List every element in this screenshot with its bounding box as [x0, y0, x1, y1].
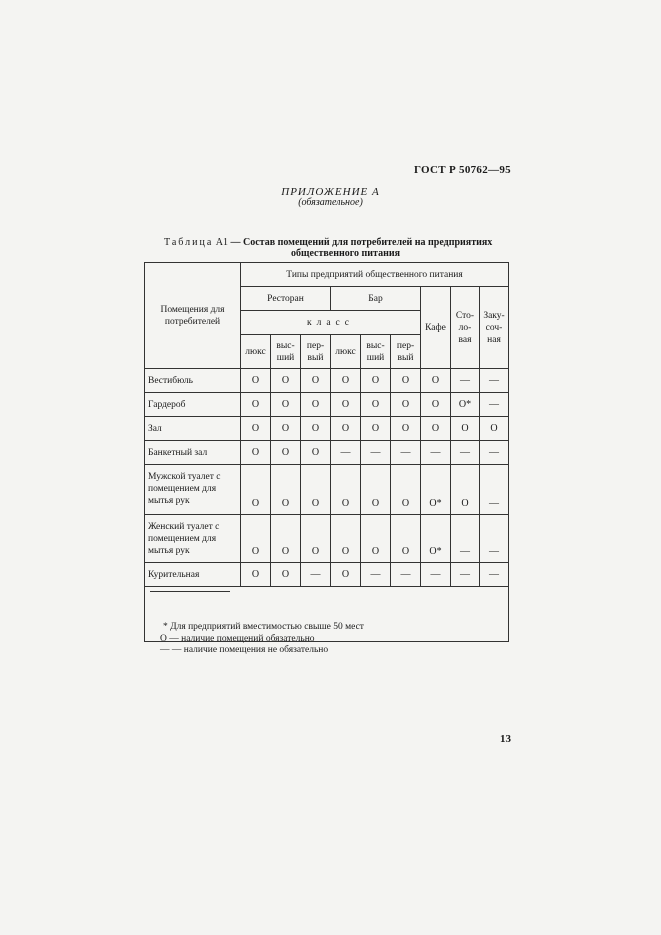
col-snack: Заку-соч-ная — [480, 287, 509, 369]
cell-value: О — [271, 369, 301, 393]
class-restaurant-lux: люкс — [241, 335, 271, 369]
cell-value: — — [451, 441, 480, 465]
table-row — [145, 393, 509, 417]
cell-value: О — [301, 515, 331, 563]
cell-value: О — [451, 465, 480, 515]
appendix-title: ПРИЛОЖЕНИЕ А — [281, 186, 380, 198]
cell-value: О — [271, 563, 301, 587]
cell-value: — — [451, 563, 480, 587]
cell-value: О — [480, 417, 509, 441]
legend-optional: — — наличие помещения не обязательно — [160, 645, 329, 655]
cell-value: О — [391, 515, 421, 563]
cell-value: О — [391, 369, 421, 393]
footnote-divider — [150, 591, 230, 592]
cell-value: О — [241, 515, 271, 563]
room-name: Вестибюль — [145, 369, 241, 393]
col-canteen: Сто-ло-вая — [451, 287, 480, 369]
group-bar: Бар — [331, 287, 421, 311]
table-caption — [164, 237, 492, 248]
cell-value: — — [361, 441, 391, 465]
cell-value: — — [480, 369, 509, 393]
cell-value: О — [241, 441, 271, 465]
appendix-subtitle: (обязательное) — [298, 197, 363, 208]
cell-value: О — [421, 393, 451, 417]
cell-value: О — [331, 369, 361, 393]
rooms-table — [144, 262, 509, 642]
cell-value: — — [421, 563, 451, 587]
cell-value: О — [271, 417, 301, 441]
table-row — [145, 465, 509, 515]
cell-value: — — [480, 515, 509, 563]
cell-value: — — [451, 369, 480, 393]
cell-value: О — [421, 369, 451, 393]
cell-value: — — [451, 515, 480, 563]
cell-value: О — [241, 393, 271, 417]
cell-value: О — [331, 465, 361, 515]
table-row — [145, 441, 509, 465]
room-header: Помещения для потребителей — [145, 263, 241, 369]
caption-prefix: Таблица — [164, 237, 214, 248]
legend-mandatory: О — наличие помещений обязательно — [160, 634, 315, 644]
cell-value: О — [271, 441, 301, 465]
room-name: Гардероб — [145, 393, 241, 417]
cell-value: О — [361, 417, 391, 441]
cell-value: О — [391, 393, 421, 417]
cell-value: О — [451, 417, 480, 441]
col-cafe: Кафе — [421, 287, 451, 369]
cell-value: О — [391, 465, 421, 515]
group-restaurant: Ресторан — [241, 287, 331, 311]
cell-value: О — [331, 393, 361, 417]
cell-value: О* — [421, 515, 451, 563]
cell-value: О — [361, 369, 391, 393]
cell-value: — — [391, 563, 421, 587]
cell-value: — — [361, 563, 391, 587]
cell-value: — — [391, 441, 421, 465]
cell-value: О — [301, 441, 331, 465]
page-number: 13 — [500, 733, 511, 745]
cell-value: О — [301, 393, 331, 417]
cell-value: О* — [421, 465, 451, 515]
cell-value: — — [480, 393, 509, 417]
table-row — [145, 417, 509, 441]
caption-line1: Состав помещений для потребителей на предприятиях — [243, 237, 493, 248]
table-row — [145, 563, 509, 587]
cell-value: О — [331, 417, 361, 441]
cell-value: О — [331, 563, 361, 587]
caption-dash: — — [230, 237, 241, 248]
class-bar-high: выс-ший — [361, 335, 391, 369]
class-label: класс — [241, 311, 421, 335]
room-name: Курительная — [145, 563, 241, 587]
caption-number: А1 — [215, 237, 229, 248]
cell-value: О — [271, 465, 301, 515]
cell-value: — — [331, 441, 361, 465]
room-name: Мужской туалет с помещением для мытья рук — [145, 465, 241, 515]
caption-line2: общественного питания — [291, 248, 400, 259]
cell-value: — — [480, 465, 509, 515]
cell-value: О — [391, 417, 421, 441]
cell-value: О — [361, 515, 391, 563]
cell-value: О — [271, 393, 301, 417]
cell-value: О — [301, 369, 331, 393]
class-bar-first: пер-вый — [391, 335, 421, 369]
room-name: Банкетный зал — [145, 441, 241, 465]
cell-value: — — [301, 563, 331, 587]
cell-value: О — [241, 369, 271, 393]
room-name: Женский туалет с помещением для мытья рук — [145, 515, 241, 563]
cell-value: О — [241, 417, 271, 441]
cell-value: О — [301, 417, 331, 441]
footnote: * Для предприятий вместимостью свыше 50 мест — [145, 587, 509, 642]
table-row — [145, 515, 509, 563]
cell-value: О — [361, 465, 391, 515]
class-bar-lux: люкс — [331, 335, 361, 369]
table-row — [145, 369, 509, 393]
class-restaurant-high: выс-ший — [271, 335, 301, 369]
cell-value: — — [480, 563, 509, 587]
cell-value: О* — [451, 393, 480, 417]
cell-value: О — [241, 563, 271, 587]
standard-number: ГОСТ Р 50762—95 — [414, 164, 511, 176]
cell-value: О — [301, 465, 331, 515]
cell-value: О — [331, 515, 361, 563]
types-header: Типы предприятий общественного питания — [241, 263, 509, 287]
cell-value: — — [421, 441, 451, 465]
class-restaurant-first: пер-вый — [301, 335, 331, 369]
cell-value: О — [361, 393, 391, 417]
cell-value: О — [241, 465, 271, 515]
cell-value: О — [421, 417, 451, 441]
cell-value: — — [480, 441, 509, 465]
cell-value: О — [271, 515, 301, 563]
room-name: Зал — [145, 417, 241, 441]
